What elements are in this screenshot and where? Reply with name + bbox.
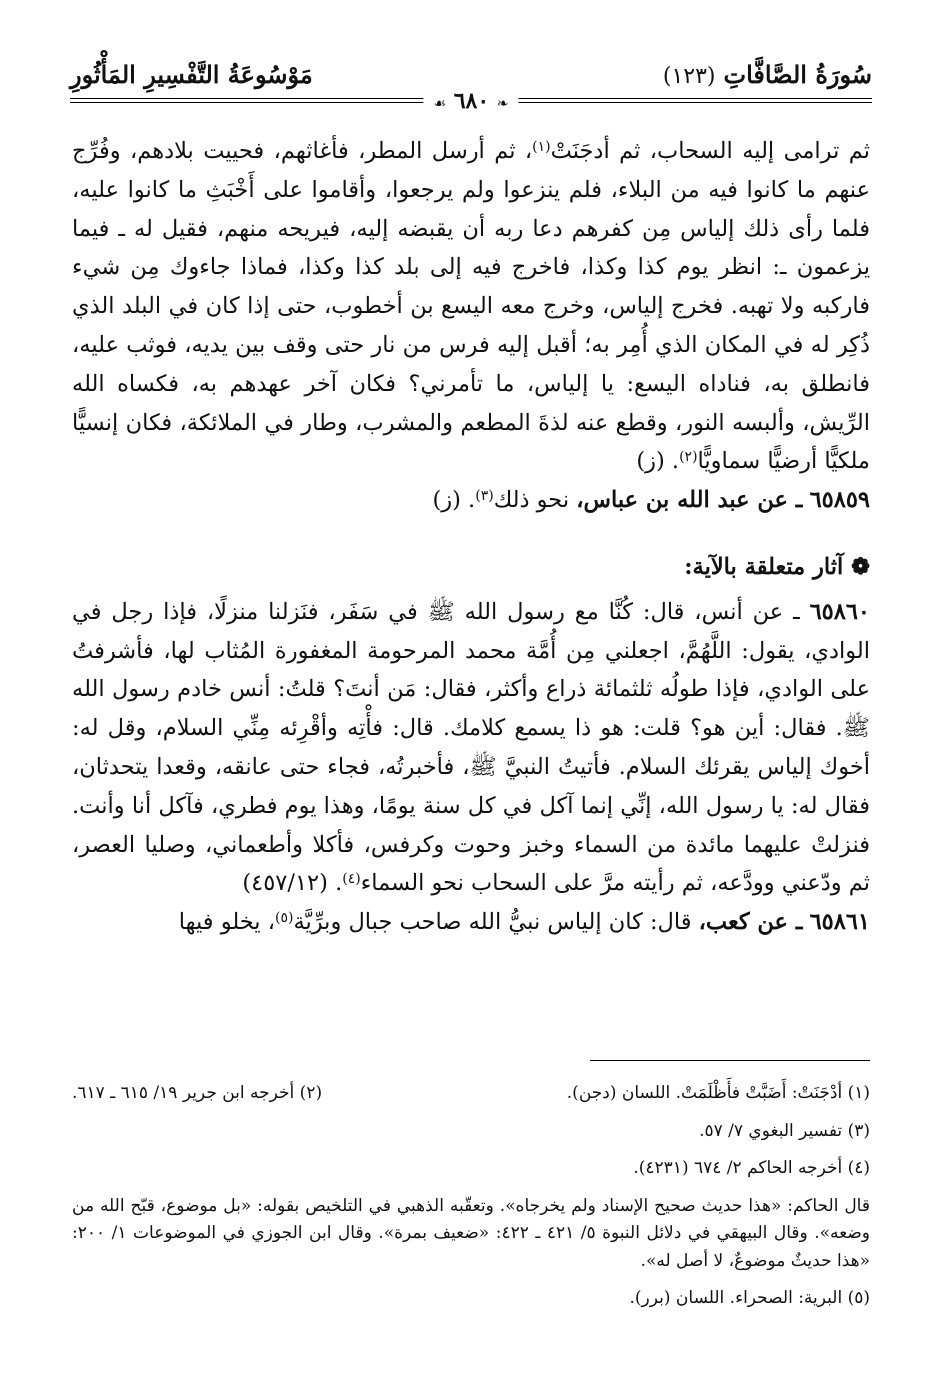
- flower-ornament-icon: ❁: [851, 553, 870, 580]
- footnote-ref-5[interactable]: (٥): [274, 910, 294, 927]
- footnote-row-1-2: [72, 1080, 870, 1108]
- book-title: مَوْسُوعَةُ التَّفْسِيرِ المَأْثُورِ: [70, 60, 313, 89]
- narration-65860: ٦٥٨٦٠ ـ عن أنس، قال: كُنَّا مع رسول الله ﷺ في سَفَر، فنَزلنا منزلًا، فإذا رجل في الوادي، يقول: اللَّهُمَّ، اجعلني مِن أُمَّة محمد المرحومة المغفورة المُثاب لها، فأشرفتُ على الوادي، فإذا طولُه ثلثمائة ذراع وأكثر، فقال: مَن أنتَ؟ قلتُ: أنس خادم رسول الله ﷺ. فقال: أين هو؟ قلت: هو ذا يسمع كلامك. قال: فأْتِه وأقْرِئه مِنِّي السلام، وقل له: أخوك إلياس يقرئك السلام. فأتيتُ النبيَّ ﷺ، فأخبرتُه، فجاء حتى عانقه، وقعدا يتحدثان، فقال له: يا رسول الله، إنِّي إنما آكل في كل سنة يومًا، وهذا يوم فطري، فآكل أنا وأنت. فنزلتْ عليهما مائدة من السماء وخبز وحوت وكرفس، فأكلا وأطعماني، وصليا العصر، ثم ودّعني وودَّعه، ثم رأيته مرَّ على السحاب نحو السماء$^{(٤)}$. (٤٥٧/١٢): [72, 598, 871, 897]
- footnote-4: (٤) أخرجه الحاكم ٢/ ٦٧٤ (٤٢٣١).: [633, 1158, 870, 1178]
- narration-65859: ٦٥٨٥٩ ـ عن عبد الله بن عباس، نحو ذلك$^{(٣)}$. (ز): [432, 487, 870, 514]
- narration-source: ـ عن عبد الله بن عباس،: [576, 487, 803, 514]
- footnote-ref-4[interactable]: (٤): [342, 871, 361, 888]
- page-number: ٦٨٠: [453, 88, 490, 114]
- narration-number: ٦٥٨٦١: [809, 909, 870, 936]
- surah-name: سُورَةُ الصَّافَّاتِ: [723, 60, 872, 89]
- footnote-1: (١) أدْجَنَتْ: أَضَبَّتْ فأَظْلَمَتْ. اللسان (دجن).: [566, 1083, 870, 1103]
- section-heading: ❁ آثار متعلقة بالآية:: [684, 553, 870, 580]
- narration-source: ـ عن كعب،: [698, 909, 803, 936]
- surah-title: [663, 60, 872, 89]
- footnote-separator: [590, 1060, 870, 1061]
- footnote-3: (٣) تفسير البغوي ٧/ ٥٧.: [699, 1120, 870, 1141]
- surah-number: (١٢٣): [662, 64, 716, 89]
- footnote-ref-2[interactable]: (٢): [679, 449, 698, 466]
- ornament-left-icon: ☙: [433, 96, 447, 112]
- footnote-ref-3[interactable]: (٣): [475, 488, 494, 505]
- ornament-right-icon: ❧: [496, 96, 509, 112]
- main-text: [72, 132, 870, 942]
- footnotes: [72, 1080, 870, 1313]
- footnote-4-note: قال الحاكم: «هذا حديث صحيح الإسناد ولم يخرجاه». وتعقّبه الذهبي في التلخيص بقوله: «بل موضوع، قبّح الله من وضعه». وقال البيهقي في دلائل النبوة ٥/ ٤٢١ ـ ٤٢٢: «ضعيف بمرة». وقال ابن الجوزي في الموضوعات ١/ ٢٠٠: «هذا حديثٌ موضوعٌ، لا أصل له».: [72, 1195, 871, 1271]
- narration-number: ٦٥٨٦٠: [809, 598, 871, 625]
- footnote-2: (٢) أخرجه ابن جرير ١٩/ ٦١٥ ـ ٦١٧.: [72, 1083, 323, 1103]
- paragraph-continued: ثم ترامى إليه السحاب، ثم أدجَنَتْ$^{(١)}$، ثم أرسل المطر، فأغاثهم، فحييت بلادهم، وفُرِّج عنهم ما كانوا فيه من البلاء، فلم ينزعوا ولم يرجعوا، وأقاموا على أَخْبَثِ ما كانوا عليه، فلما رأى ذلك إلياس مِن كفرهم دعا ربه أن يقبضه إليه، فيريحه منهم، فقيل له ـ فيما يزعمون ـ: انظر يوم كذا وكذا، فاخرج فيه إلى بلد كذا وكذا، فماذا جاءوك مِن شيء فاركبه ولا تهبه. فخرج إلياس، وخرج معه اليسع بن أخطوب، حتى إذا كان في البلد الذي ذُكِر له في المكان الذي أُمِر به؛ أقبل إليه فرس من نار حتى وقف بين يديه، فوثب عليه، فانطلق به، فناداه اليسع: يا إلياس، ما تأمرني؟ فكان آخر عهدهم به، فكساه الله الرِّيش، وألبسه النور، وقطع عنه لذةَ المطعم والمشرب، وطار في الملائكة، فكان إنسيًّا ملكيًّا أرضيًّا سماويًّا$^{(٢)}$. (ز): [72, 138, 871, 475]
- footnote-5: (٥) البرية: الصحراء. اللسان (برر).: [629, 1288, 870, 1308]
- page-number-box: [423, 88, 518, 114]
- narration-number: ٦٥٨٥٩: [809, 487, 870, 514]
- narration-65861: ٦٥٨٦١ ـ عن كعب، قال: كان إلياس نبيُّ الله صاحب جبال وبرِّيَّة$^{(٥)}$، يخلو فيها: [178, 909, 870, 936]
- footnote-ref-1[interactable]: (١): [532, 139, 551, 155]
- page-header: [70, 60, 872, 114]
